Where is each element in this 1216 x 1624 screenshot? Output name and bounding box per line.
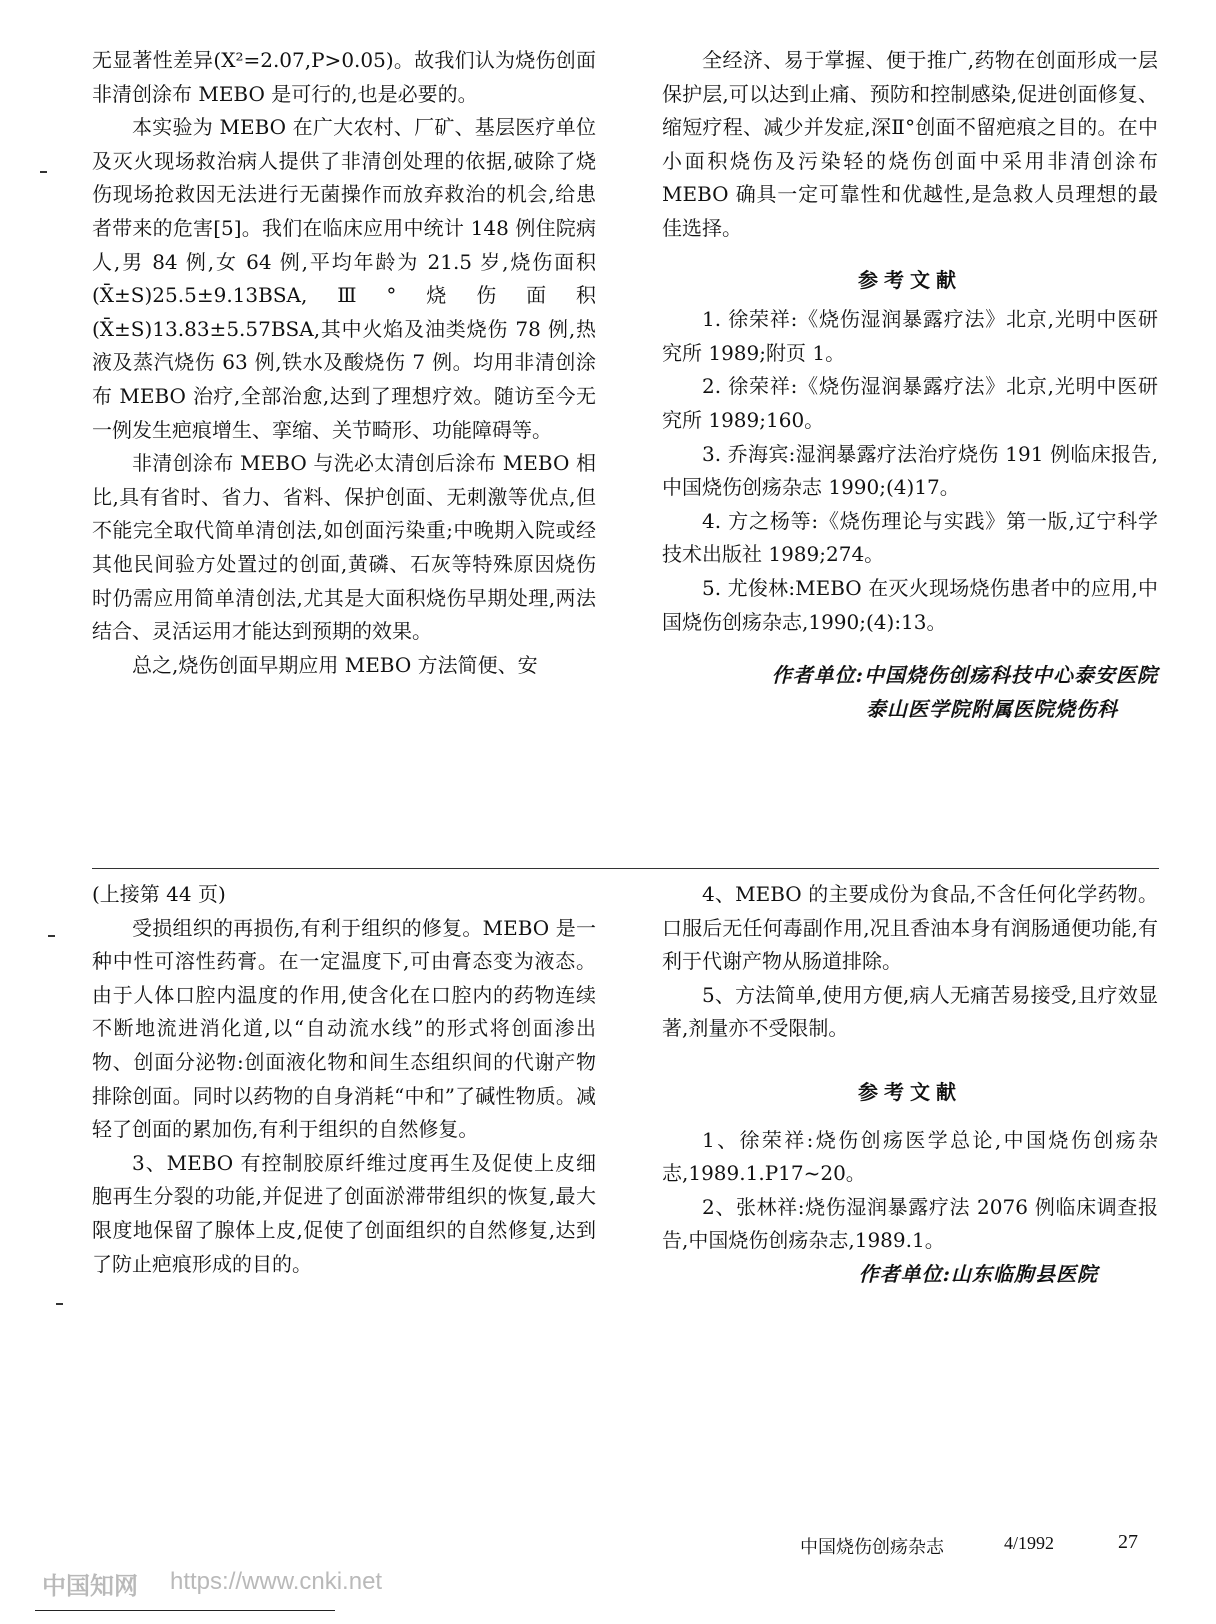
footer-journal-name: 中国烧伤创疡杂志 <box>800 1537 944 1558</box>
scan-mark <box>56 1303 63 1305</box>
watermark-site-name: 中国知网 <box>42 1572 138 1600</box>
watermark-url-link[interactable]: https://www.cnki.net <box>170 1568 383 1595</box>
article2-left-paragraphs <box>92 912 596 1282</box>
article1-reference-item: 5. 尤俊林:MEBO 在灭火现场烧伤患者中的应用,中国烧伤创疡杂志,1990;(4):13。 <box>662 575 1158 634</box>
article2-paragraph: 受损组织的再损伤,有利于组织的修复。MEBO 是一种中性可溶性药膏。在一定温度下,可由膏态变为液态。由于人体口腔内温度的作用,使含化在口腔内的药物连续不断地流进消化道,以“自动流水线”的形式将创面渗出物、创面分泌物:创面液化物和间生态组织间的代谢产物排除创面。同时以药物的自身消耗“中和”了碱性物质。减轻了创面的累加伤,有利于组织的自然修复。 <box>92 915 596 1142</box>
article1-left-column <box>92 44 596 682</box>
article1-references-list <box>662 303 1158 639</box>
article2-reference-item: 2、张林祥:烧伤湿润暴露疗法 2076 例临床调查报告,中国烧伤创疡杂志,1989.1。 <box>662 1194 1158 1253</box>
footer-issue: 4/1992 <box>1004 1533 1055 1553</box>
article2-continued-from: (上接第 44 页) <box>92 882 226 906</box>
scan-mark <box>48 935 55 937</box>
scan-mark <box>40 171 47 173</box>
article1-references-heading: 参考文献 <box>858 267 962 292</box>
article2-paragraph: 3、MEBO 有控制胶原纤维过度再生及促使上皮细胞再生分裂的功能,并促进了创面淤滞带组织的恢复,最大限度地保留了腺体上皮,促使了创面组织的自然修复,达到了防止疤痕形成的目的。 <box>92 1150 596 1276</box>
article2-paragraph: 4、MEBO 的主要成份为食品,不含任何化学药物。口服后无任何毒副作用,况且香油本身有润肠通便功能,有利于代谢产物从肠道排除。 <box>662 882 1158 974</box>
article2-references-list <box>662 1124 1158 1258</box>
article2-right-paragraphs <box>662 878 1158 1046</box>
article1-reference-item: 4. 方之杨等:《烧伤理论与实践》第一版,辽宁科学技术出版社 1989;274。 <box>662 508 1158 567</box>
article1-reference-item: 3. 乔海宾:湿润暴露疗法治疗烧伤 191 例临床报告,中国烧伤创疡杂志 1990;(4)17。 <box>662 441 1158 500</box>
article1-right-column <box>662 44 1158 726</box>
article1-paragraph: 无显著性差异(X²=2.07,P>0.05)。故我们认为烧伤创面非清创涂布 MEBO 是可行的,也是必要的。 <box>92 48 596 106</box>
article-divider <box>92 868 1159 869</box>
article1-paragraph: 本实验为 MEBO 在广大农村、厂矿、基层医疗单位及灭火现场救治病人提供了非清创处理的依据,破除了烧伤现场抢救因无法进行无菌操作而放弃救治的机会,给患者带来的危害[5]。我们在临床应用中统计 148 例住院病人,男 84 例,女 64 例,平均年龄为 21.5 岁,烧伤面积(X̄±S)25.5±9.13BSA,Ⅲ°烧伤面积(X̄±S)13.83±5.57BSA,其中火焰及油类烧伤 78 例,热液及蒸汽烧伤 63 例,铁水及酸烧伤 7 例。均用非清创涂布 MEBO 治疗,全部治愈,达到了理想疗效。随访至今无一例发生疤痕增生、挛缩、关节畸形、功能障碍等。 <box>92 115 596 442</box>
article2-right-column <box>662 878 1158 1292</box>
article1-affiliation-line1: 作者单位:中国烧伤创疡科技中心泰安医院 <box>771 663 1158 688</box>
article1-paragraph: 总之,烧伤创面早期应用 MEBO 方法简便、安 <box>132 652 538 677</box>
footer-page-number: 27 <box>1118 1531 1138 1553</box>
article2-affiliation: 作者单位:山东临朐县医院 <box>858 1261 1098 1286</box>
bottom-rule <box>35 1610 335 1611</box>
article1-reference-item: 1. 徐荣祥:《烧伤湿润暴露疗法》北京,光明中医研究所 1989;附页 1。 <box>662 307 1158 365</box>
article2-paragraph: 5、方法简单,使用方便,病人无痛苦易接受,且疗效显著,剂量亦不受限制。 <box>662 982 1158 1041</box>
article2-references-heading: 参考文献 <box>858 1079 962 1104</box>
article2-reference-item: 1、徐荣祥:烧伤创疡医学总论,中国烧伤创疡杂志,1989.1.P17~20。 <box>662 1127 1158 1186</box>
article1-affiliation-line2: 泰山医学院附属医院烧伤科 <box>866 696 1118 721</box>
article1-conclusion-continued: 全经济、易于掌握、便于推广,药物在创面形成一层保护层,可以达到止痛、预防和控制感染,促进创面修复、缩短疗程、减少并发症,深Ⅱ°创面不留疤痕之目的。在中小面积烧伤及污染轻的烧伤创面中采用非清创涂布 MEBO 确具一定可靠性和优越性,是急救人员理想的最佳选择。 <box>662 48 1158 240</box>
article2-left-column <box>92 878 596 1281</box>
article1-paragraph: 非清创涂布 MEBO 与洗必太清创后涂布 MEBO 相比,具有省时、省力、省料、保护创面、无刺激等优点,但不能完全取代简单清创法,如创面污染重;中晚期入院或经其他民间验方处置过的创面,黄磷、石灰等特殊原因烧伤时仍需应用简单清创法,尤其是大面积烧伤早期处理,两法结合、灵活运用才能达到预期的效果。 <box>92 451 596 644</box>
article1-reference-item: 2. 徐荣祥:《烧伤湿润暴露疗法》北京,光明中医研究所 1989;160。 <box>662 374 1158 432</box>
